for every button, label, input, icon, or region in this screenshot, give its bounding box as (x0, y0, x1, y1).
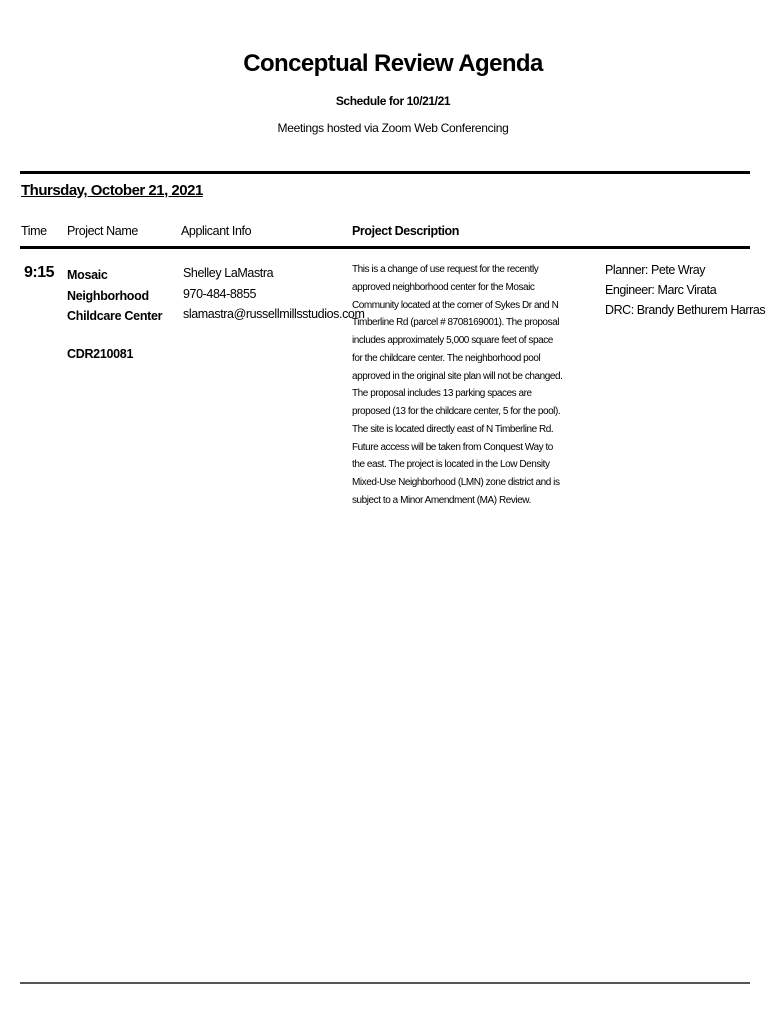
applicant-info (183, 263, 364, 325)
project-name (67, 265, 162, 327)
header-divider (20, 171, 750, 174)
staff-planner: Planner: Pete Wray (605, 263, 706, 277)
staff-assignments (605, 260, 765, 320)
project-name-line: Mosaic (67, 268, 108, 282)
meeting-date: Thursday, October 21, 2021 (21, 182, 203, 199)
column-header-applicant-info: Applicant Info (181, 224, 252, 238)
item-time: 9:15 (24, 264, 55, 281)
staff-engineer: Engineer: Marc Virata (605, 283, 717, 297)
applicant-email: slamastra@russellmillsstudios.com (183, 307, 365, 321)
project-description: This is a change of use request for the recently approved neighborhood center for the Mosaic Community located at the corner of Sykes Dr and N Timberline Rd (parcel # 8708169001). The proposal includes approximately 5,000 square feet of space for the childcare center. The neighborhood pool approved in the original site plan will not be changed. The proposal includes 13 parking spaces are proposed (13 for the childcare center, 5 for the pool). The site is located directly east of N Timberline Rd. Future access will be taken from Conquest Way to the east. The project is located in the Low Density Mixed-Use Neighborhood (LMN) zone district and is subject to a Minor Amendment (MA) Review. (352, 264, 563, 506)
hosting-note: Meetings hosted via Zoom Web Conferencing (277, 121, 509, 135)
project-code: CDR210081 (67, 347, 134, 361)
applicant-name: Shelley LaMastra (183, 266, 274, 280)
page-title: Conceptual Review Agenda (243, 50, 543, 77)
column-header-project-name: Project Name (67, 224, 138, 238)
footer-divider (20, 982, 750, 984)
schedule-date: Schedule for 10/21/21 (335, 94, 451, 108)
staff-drc: DRC: Brandy Bethurem Harras (605, 303, 766, 317)
applicant-phone: 970-484-8855 (183, 286, 257, 301)
column-header-divider (20, 246, 750, 249)
column-header-project-description: Project Description (352, 224, 460, 238)
project-name-line: Neighborhood (67, 288, 149, 303)
project-name-line: Childcare Center (67, 309, 163, 323)
column-header-time: Time (21, 224, 47, 238)
